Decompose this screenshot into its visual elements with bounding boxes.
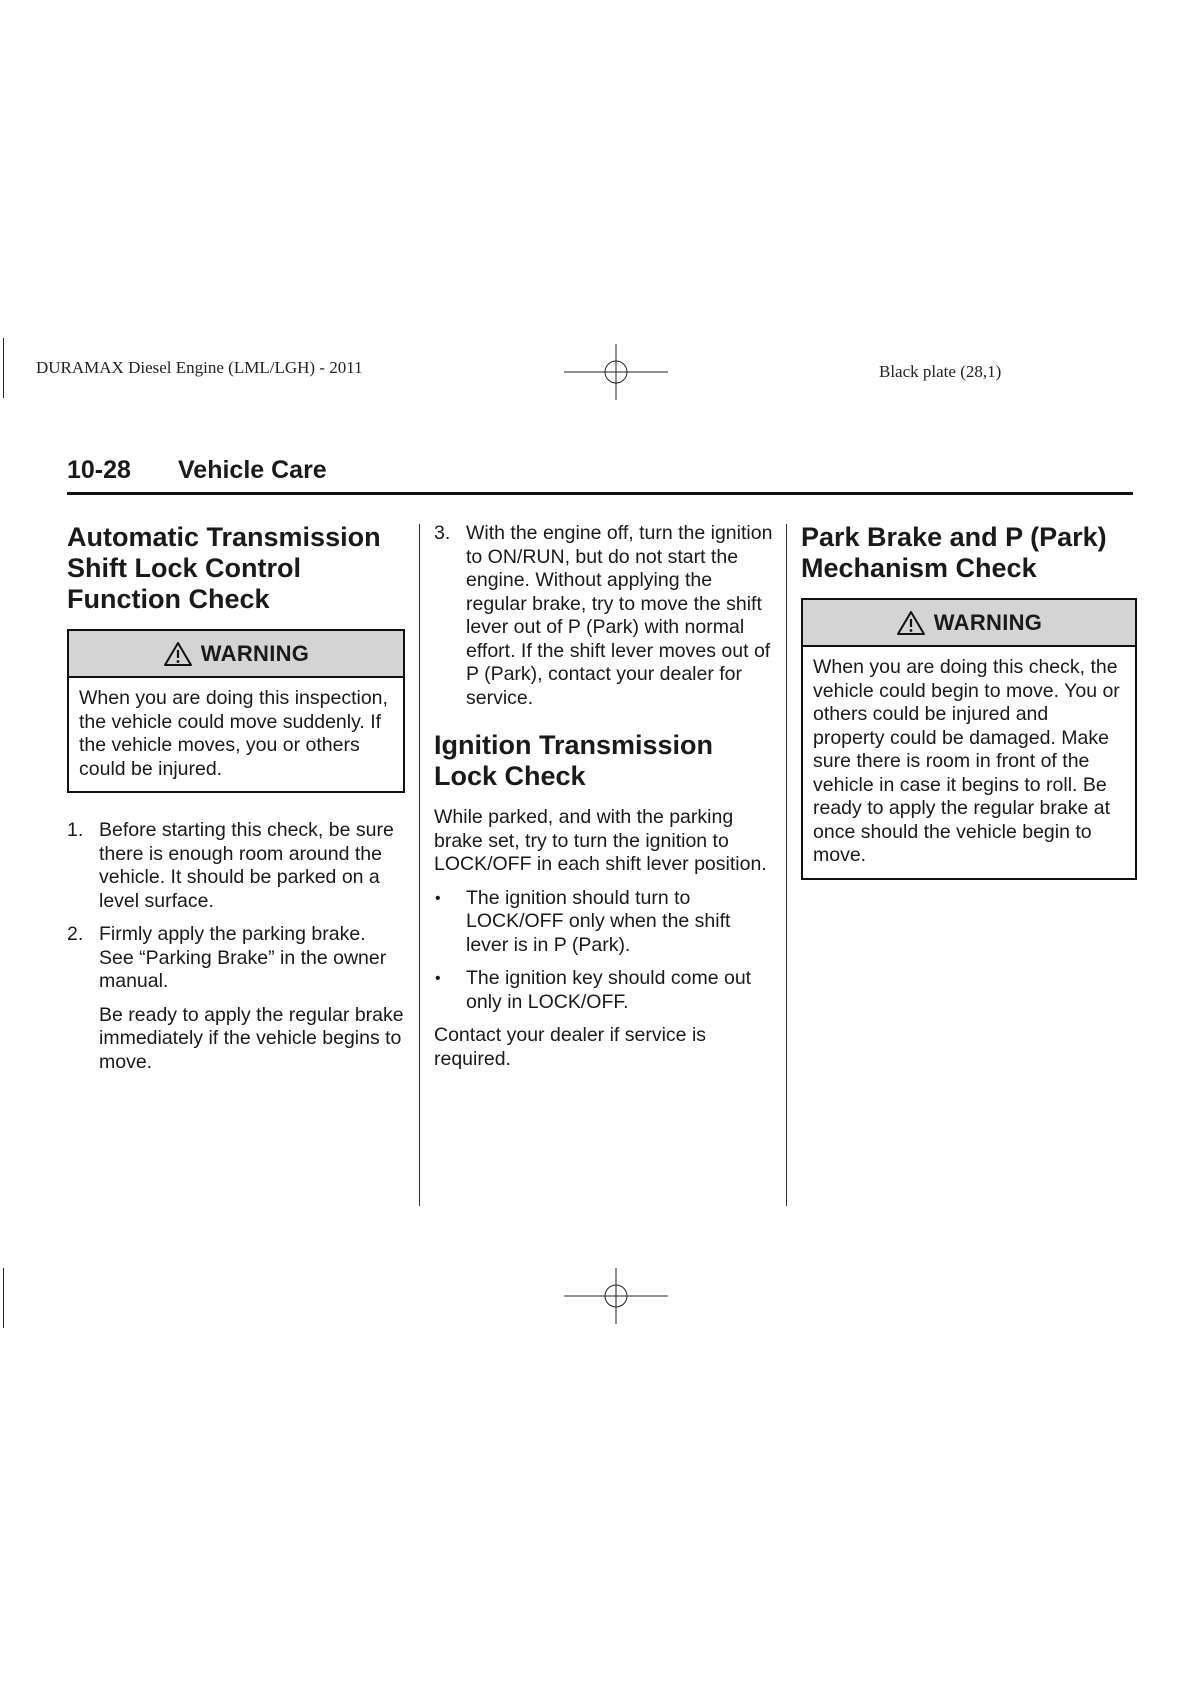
warning-label: WARNING xyxy=(200,640,310,666)
warning-box-shift-lock xyxy=(67,629,405,793)
warning-label: WARNING xyxy=(933,609,1043,635)
warning-triangle-icon xyxy=(896,610,926,636)
bullet-text: The ignition key should come out only in LOCK/OFF. xyxy=(466,967,752,1013)
page-number: 10-28 xyxy=(67,456,131,484)
warning-triangle-icon xyxy=(163,641,193,667)
step-text: Firmly apply the parking brake. See “Parking Brake” in the owner manual. xyxy=(99,923,387,992)
park-brake-heading: Park Brake and P (Park) Mechanism Check xyxy=(801,522,1107,583)
ignition-lock-closing: Contact your dealer if service is required. xyxy=(434,1024,707,1070)
step-text: Before starting this check, be sure there is enough room around the vehicle. It should be parked on a level surface. xyxy=(99,819,394,912)
warning-header xyxy=(803,600,1135,647)
bullet-text: The ignition should turn to LOCK/OFF only when the shift lever is in P (Park). xyxy=(466,886,731,956)
list-item-bullet-1 xyxy=(434,887,774,958)
column-3 xyxy=(801,522,1137,906)
bullet-icon: • xyxy=(435,889,441,907)
ignition-lock-heading: Ignition Transmission Lock Check xyxy=(434,730,714,791)
column-2 xyxy=(434,522,774,1081)
step-number: 2. xyxy=(67,923,84,945)
warning-text: When you are doing this inspection, the vehicle could move suddenly. If the vehicle moves, you or others could be injured. xyxy=(79,687,388,780)
list-item-step-2 xyxy=(67,923,405,994)
column-divider-1 xyxy=(419,524,420,1206)
plate-right-label: Black plate (28,1) xyxy=(879,362,1002,381)
column-divider-2 xyxy=(786,524,787,1206)
registration-mark-bottom-icon xyxy=(564,1268,668,1324)
bullet-icon: • xyxy=(435,970,441,987)
page-header xyxy=(67,456,1133,495)
section-title: Vehicle Care xyxy=(178,456,327,484)
step-2-note: Be ready to apply the regular brake immediately if the vehicle begins to move. xyxy=(99,1003,404,1073)
registration-mark-top-icon xyxy=(564,344,668,400)
ignition-lock-intro: While parked, and with the parking brake set, try to turn the ignition to LOCK/OFF in each shift lever position. xyxy=(434,806,767,875)
warning-box-park-brake xyxy=(801,598,1137,880)
step-number: 1. xyxy=(67,819,84,841)
list-item-step-3 xyxy=(434,522,774,710)
column-1 xyxy=(67,522,405,1084)
warning-header xyxy=(69,631,403,678)
step-text: With the engine off, turn the ignition to ON/RUN, but do not start the engine. Without applying the regular brake, try to move the shift lever out of P (Park) with normal effort. If the shift lever moves out of P (Park), contact your dealer for service. xyxy=(466,522,773,709)
crop-mark-bottom-left xyxy=(3,1268,4,1328)
warning-text: When you are doing this check, the vehicle could begin to move. You or others could be injured and property could be damaged. Make sure there is room in front of the vehicle in case it begins to roll. Be ready to apply the regular brake at once should the vehicle begin to move. xyxy=(813,656,1120,866)
list-item-step-1 xyxy=(67,819,405,913)
crop-mark-top-left xyxy=(3,338,4,398)
shift-lock-heading: Automatic Transmission Shift Lock Control Function Check xyxy=(67,522,381,614)
list-item-bullet-2 xyxy=(434,967,774,1014)
step-number: 3. xyxy=(434,522,451,544)
plate-left-label: DURAMAX Diesel Engine (LML/LGH) - 2011 xyxy=(36,358,363,377)
